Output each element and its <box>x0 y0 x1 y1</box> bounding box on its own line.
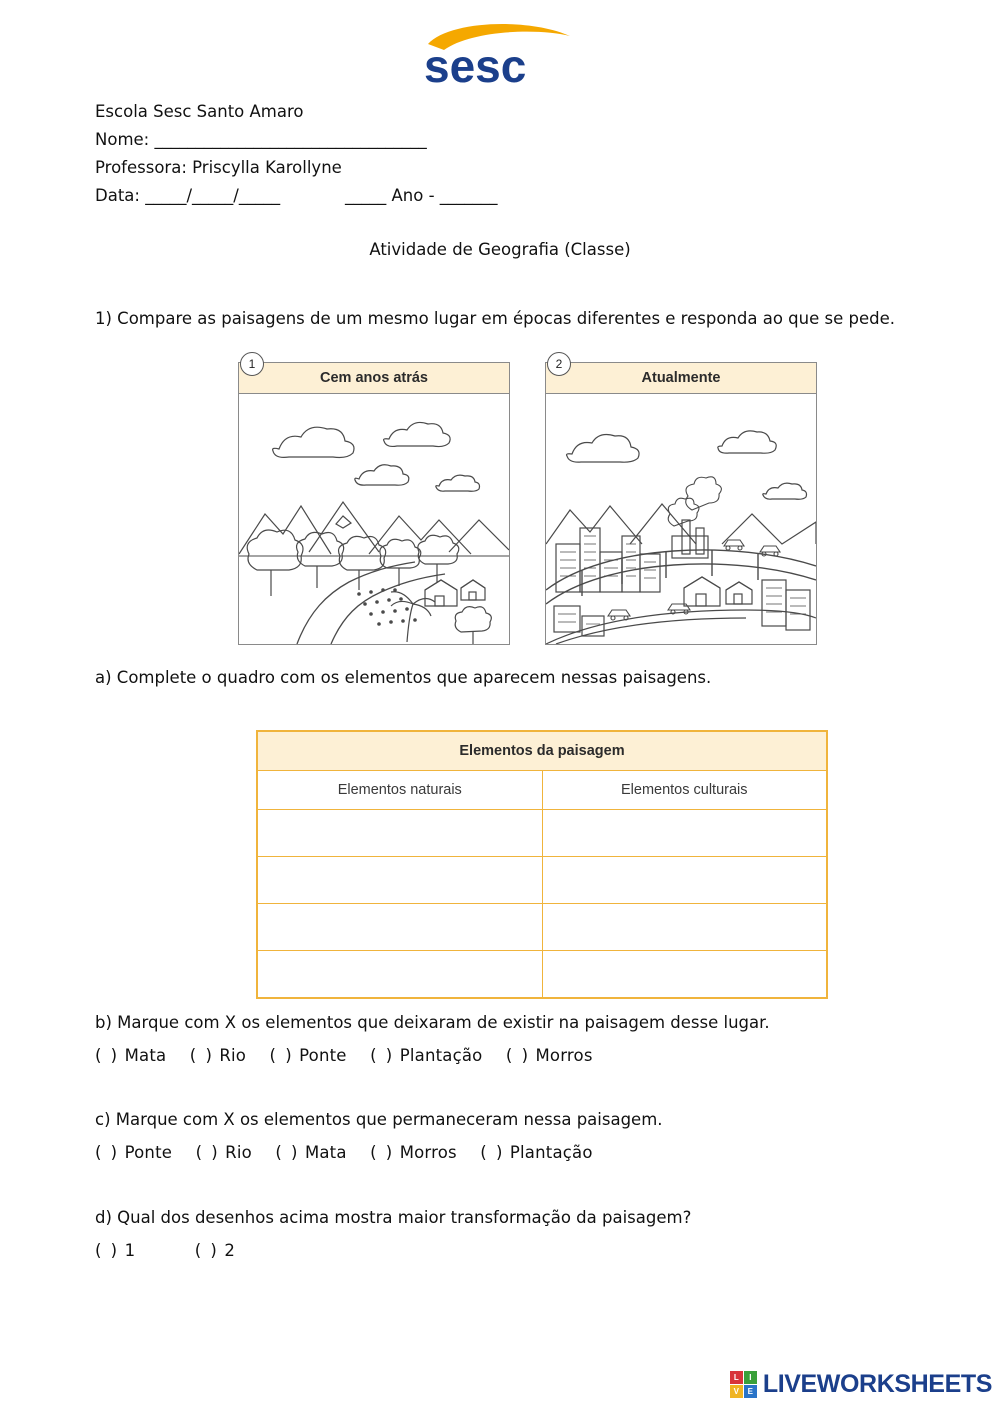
item-c-prompt: c) Marque com X os elementos que permaneceram nessa paisagem. <box>95 1110 663 1129</box>
student-name-field[interactable]: Nome: _________________________________ <box>95 130 427 149</box>
item-c <box>95 1105 663 1162</box>
figure-1-image <box>238 393 510 645</box>
option-2[interactable] <box>195 1241 235 1260</box>
school-name: Escola Sesc Santo Amaro <box>95 102 304 121</box>
checkbox[interactable]: ( ) <box>370 1143 395 1162</box>
figure-2-caption: Atualmente <box>545 362 817 393</box>
item-b-prompt: b) Marque com X os elementos que deixaram de existir na paisagem desse lugar. <box>95 1013 770 1032</box>
logo-square-l: L <box>730 1371 743 1384</box>
item-a-prompt: a) Complete o quadro com os elementos que aparecem nessas paisagens. <box>95 668 712 687</box>
checkbox[interactable]: ( ) <box>194 1241 219 1260</box>
option-label: Mata <box>304 1143 347 1162</box>
checkbox[interactable]: ( ) <box>505 1046 531 1065</box>
logo-square-e: E <box>744 1385 757 1398</box>
checkbox[interactable]: ( ) <box>480 1143 505 1162</box>
liveworksheets-logo-icon <box>730 1371 757 1398</box>
date-row <box>95 182 498 210</box>
item-c-options <box>95 1143 663 1162</box>
item-d-options <box>95 1241 691 1260</box>
option-ponte[interactable] <box>95 1143 172 1162</box>
option-label: Morros <box>535 1046 593 1065</box>
figure-2 <box>545 357 817 645</box>
item-b <box>95 1008 770 1065</box>
logo-square-i: I <box>744 1371 757 1384</box>
table-cell-cultural[interactable] <box>542 951 827 998</box>
figure-1-caption: Cem anos atrás <box>238 362 510 393</box>
checkbox[interactable]: ( ) <box>189 1046 214 1065</box>
date-field[interactable]: Data: _____/_____/_____ <box>95 186 281 205</box>
option-label: Mata <box>124 1046 167 1065</box>
figure-2-number: 2 <box>547 352 571 376</box>
landscape-figures <box>238 357 817 645</box>
table-row <box>258 857 827 904</box>
table-row <box>258 904 827 951</box>
question-1-text: 1) Compare as paisagens de um mesmo lugar em épocas diferentes e responda ao que se pede. <box>95 309 895 328</box>
option-label: Rio <box>225 1143 252 1162</box>
header-block <box>95 98 498 210</box>
checkbox[interactable]: ( ) <box>195 1143 220 1162</box>
option-label: 2 <box>224 1241 236 1260</box>
option-label: 1 <box>124 1241 136 1260</box>
checkbox[interactable]: ( ) <box>95 1241 120 1260</box>
table-header: Elementos da paisagem <box>258 732 827 771</box>
checkbox[interactable]: ( ) <box>275 1143 300 1162</box>
teacher-name: Professora: Priscylla Karollyne <box>95 158 342 177</box>
option-label: Rio <box>219 1046 247 1065</box>
liveworksheets-footer[interactable] <box>730 1370 992 1399</box>
checkbox[interactable]: ( ) <box>269 1046 294 1065</box>
table-row <box>258 810 827 857</box>
logo-square-v: V <box>730 1385 743 1398</box>
table-column-cultural: Elementos culturais <box>542 771 827 810</box>
sesc-logo <box>410 22 590 88</box>
option-ponte[interactable] <box>270 1046 347 1065</box>
table-cell-natural[interactable] <box>258 951 543 998</box>
item-d-prompt: d) Qual dos desenhos acima mostra maior transformação da paisagem? <box>95 1208 692 1227</box>
option-mata[interactable] <box>95 1046 166 1065</box>
option-morros[interactable] <box>370 1143 457 1162</box>
table-cell-natural[interactable] <box>258 857 543 904</box>
option-label: Plantação <box>509 1143 593 1162</box>
table-cell-natural[interactable] <box>258 904 543 951</box>
year-field[interactable]: _____ Ano - _______ <box>345 186 498 205</box>
svg-text:sesc: sesc <box>424 40 527 88</box>
checkbox[interactable]: ( ) <box>95 1046 120 1065</box>
option-plantacao[interactable] <box>480 1143 592 1162</box>
option-morros[interactable] <box>506 1046 593 1065</box>
option-label: Ponte <box>299 1046 347 1065</box>
figure-2-image <box>545 393 817 645</box>
option-label: Plantação <box>399 1046 483 1065</box>
option-mata[interactable] <box>275 1143 346 1162</box>
option-plantacao[interactable] <box>370 1046 482 1065</box>
figure-1 <box>238 357 510 645</box>
page-title: Atividade de Geografia (Classe) <box>369 240 631 259</box>
item-b-options <box>95 1046 770 1065</box>
liveworksheets-brand: LIVEWORKSHEETS <box>762 1370 992 1398</box>
figure-1-number: 1 <box>240 352 264 376</box>
elements-table-wrap <box>256 730 828 999</box>
option-label: Morros <box>399 1143 457 1162</box>
option-label: Ponte <box>124 1143 173 1162</box>
table-cell-cultural[interactable] <box>542 810 827 857</box>
table-cell-cultural[interactable] <box>542 904 827 951</box>
option-1[interactable] <box>95 1241 135 1260</box>
checkbox[interactable]: ( ) <box>95 1143 120 1162</box>
item-d <box>95 1203 691 1260</box>
table-cell-cultural[interactable] <box>542 857 827 904</box>
logo-container <box>0 22 1000 92</box>
table-cell-natural[interactable] <box>258 810 543 857</box>
option-rio[interactable] <box>190 1046 246 1065</box>
option-rio[interactable] <box>196 1143 252 1162</box>
table-column-natural: Elementos naturais <box>258 771 543 810</box>
table-row <box>258 951 827 998</box>
checkbox[interactable]: ( ) <box>370 1046 395 1065</box>
elements-table <box>257 731 827 998</box>
